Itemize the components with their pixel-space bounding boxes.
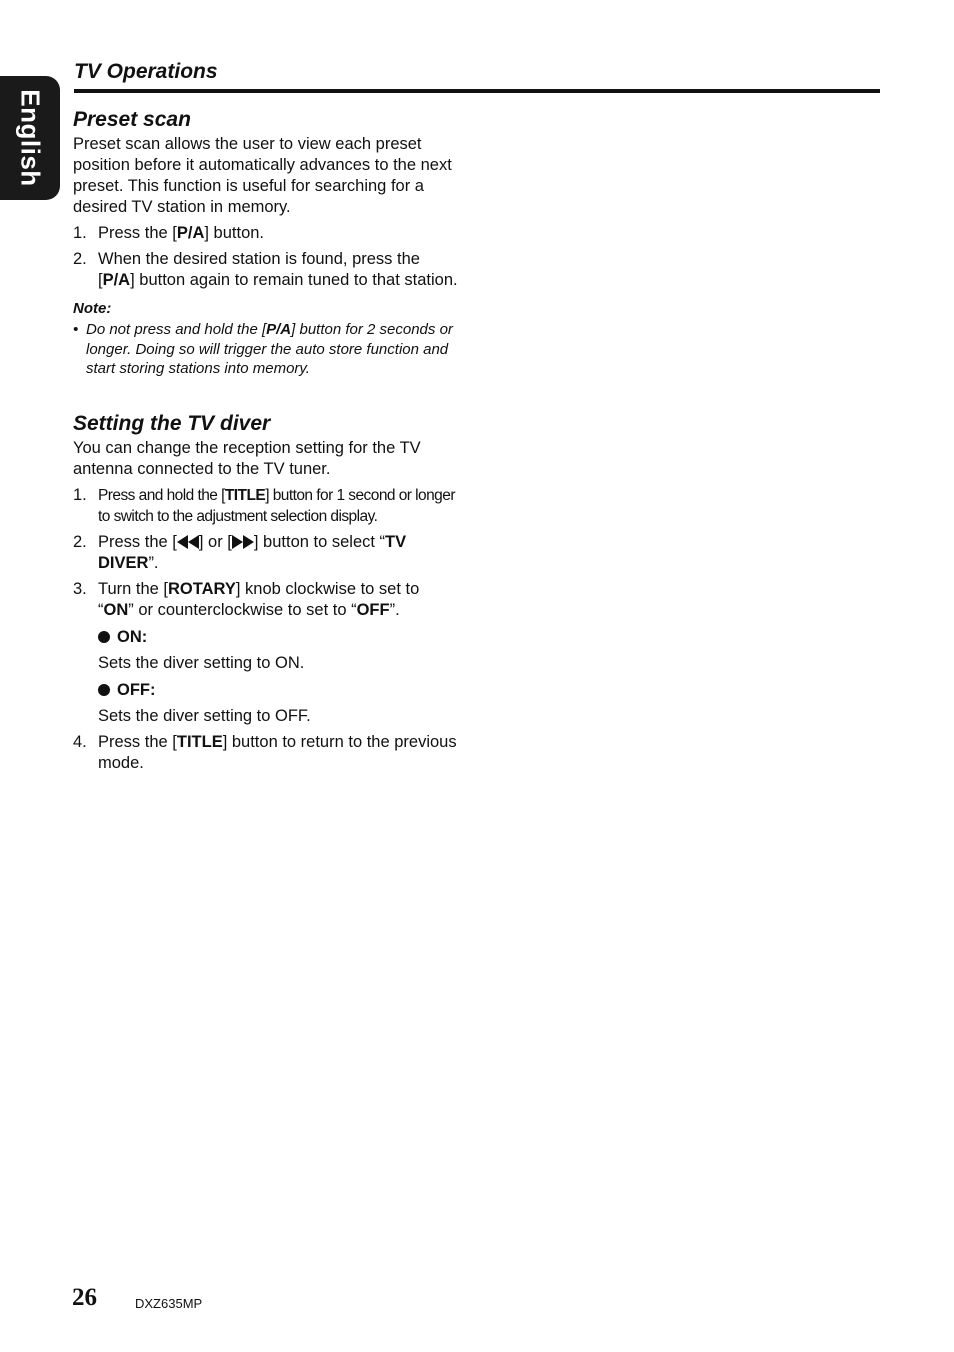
content-column — [73, 106, 459, 774]
tv-diver-heading: Setting the TV diver — [73, 411, 271, 435]
key-label: TITLE — [176, 732, 223, 751]
list-item — [73, 223, 459, 244]
key-label: TITLE — [224, 486, 266, 504]
page-number: 26 — [72, 1284, 97, 1311]
page-footer — [72, 1284, 97, 1312]
key-label: P/A — [176, 224, 205, 242]
key-label: P/A — [266, 321, 292, 338]
language-tab-label: English — [15, 89, 46, 187]
section-title: TV Operations — [74, 60, 218, 83]
step-number: 3. — [73, 579, 87, 598]
key-label: TV DIVER — [98, 532, 407, 572]
step-number: 1. — [73, 224, 87, 242]
option-off: OFF: — [98, 680, 459, 701]
bullet-icon — [98, 684, 110, 696]
note-item — [73, 320, 459, 379]
bullet-icon — [98, 631, 110, 643]
preset-scan-heading: Preset scan — [73, 108, 191, 131]
step-text: Press and hold the [TITLE] button for 1 second or longer to switch to the adjustment selection display. — [98, 486, 455, 525]
tv-diver-intro: You can change the reception setting for the TV antenna connected to the TV tuner. — [73, 438, 421, 478]
list-item — [73, 732, 459, 774]
rewind-icon — [177, 535, 199, 549]
note-text: Do not press and hold the [P/A] button for 2 seconds or longer. Doing so will trigger the auto store function and start storing stations into memory. — [86, 321, 453, 377]
step-text: Press the [TITLE] button to return to the previous mode. — [98, 732, 457, 772]
note-bullet: • — [73, 321, 79, 338]
option-on: ON: — [98, 627, 459, 648]
model-name: DXZ635MP — [135, 1296, 203, 1311]
step-text: When the desired station is found, press the [P/A] button again to remain tuned to that station. — [98, 250, 458, 289]
list-item — [73, 579, 459, 727]
note-label: Note: — [73, 300, 112, 317]
step-text: Press the [P/A] button. — [98, 224, 265, 242]
tv-diver-steps — [73, 485, 459, 774]
step-number: 4. — [73, 732, 87, 751]
step-number: 2. — [73, 250, 87, 268]
header-divider — [74, 89, 880, 93]
list-item — [73, 532, 459, 574]
step-text: Turn the [ROTARY] knob clockwise to set to “ON” or counterclockwise to set to “OFF”. ON: Sets the diver setting to ON. OFF: Sets the diver setting to OFF. — [98, 579, 459, 727]
step-text: Press the [ ] or [ ] button to select “TV DIVER”. — [98, 532, 407, 572]
option-off-description: Sets the diver setting to OFF. — [98, 706, 311, 725]
section-header — [74, 58, 880, 93]
key-label: ROTARY — [168, 579, 236, 598]
step-number: 1. — [73, 485, 87, 504]
step-number: 2. — [73, 532, 87, 551]
preset-scan-intro: Preset scan allows the user to view each preset position before it automatically advances to the next preset. This function is useful for searching for a desired TV station in memory. — [73, 135, 452, 216]
key-label: P/A — [102, 271, 131, 289]
fast-forward-icon — [232, 535, 254, 549]
preset-scan-steps — [73, 223, 459, 291]
option-on-description: Sets the diver setting to ON. — [98, 653, 305, 672]
language-tab — [0, 76, 60, 200]
tv-diver-section — [73, 410, 459, 774]
list-item — [73, 249, 459, 291]
list-item — [73, 485, 459, 527]
preset-scan-section — [73, 106, 459, 379]
